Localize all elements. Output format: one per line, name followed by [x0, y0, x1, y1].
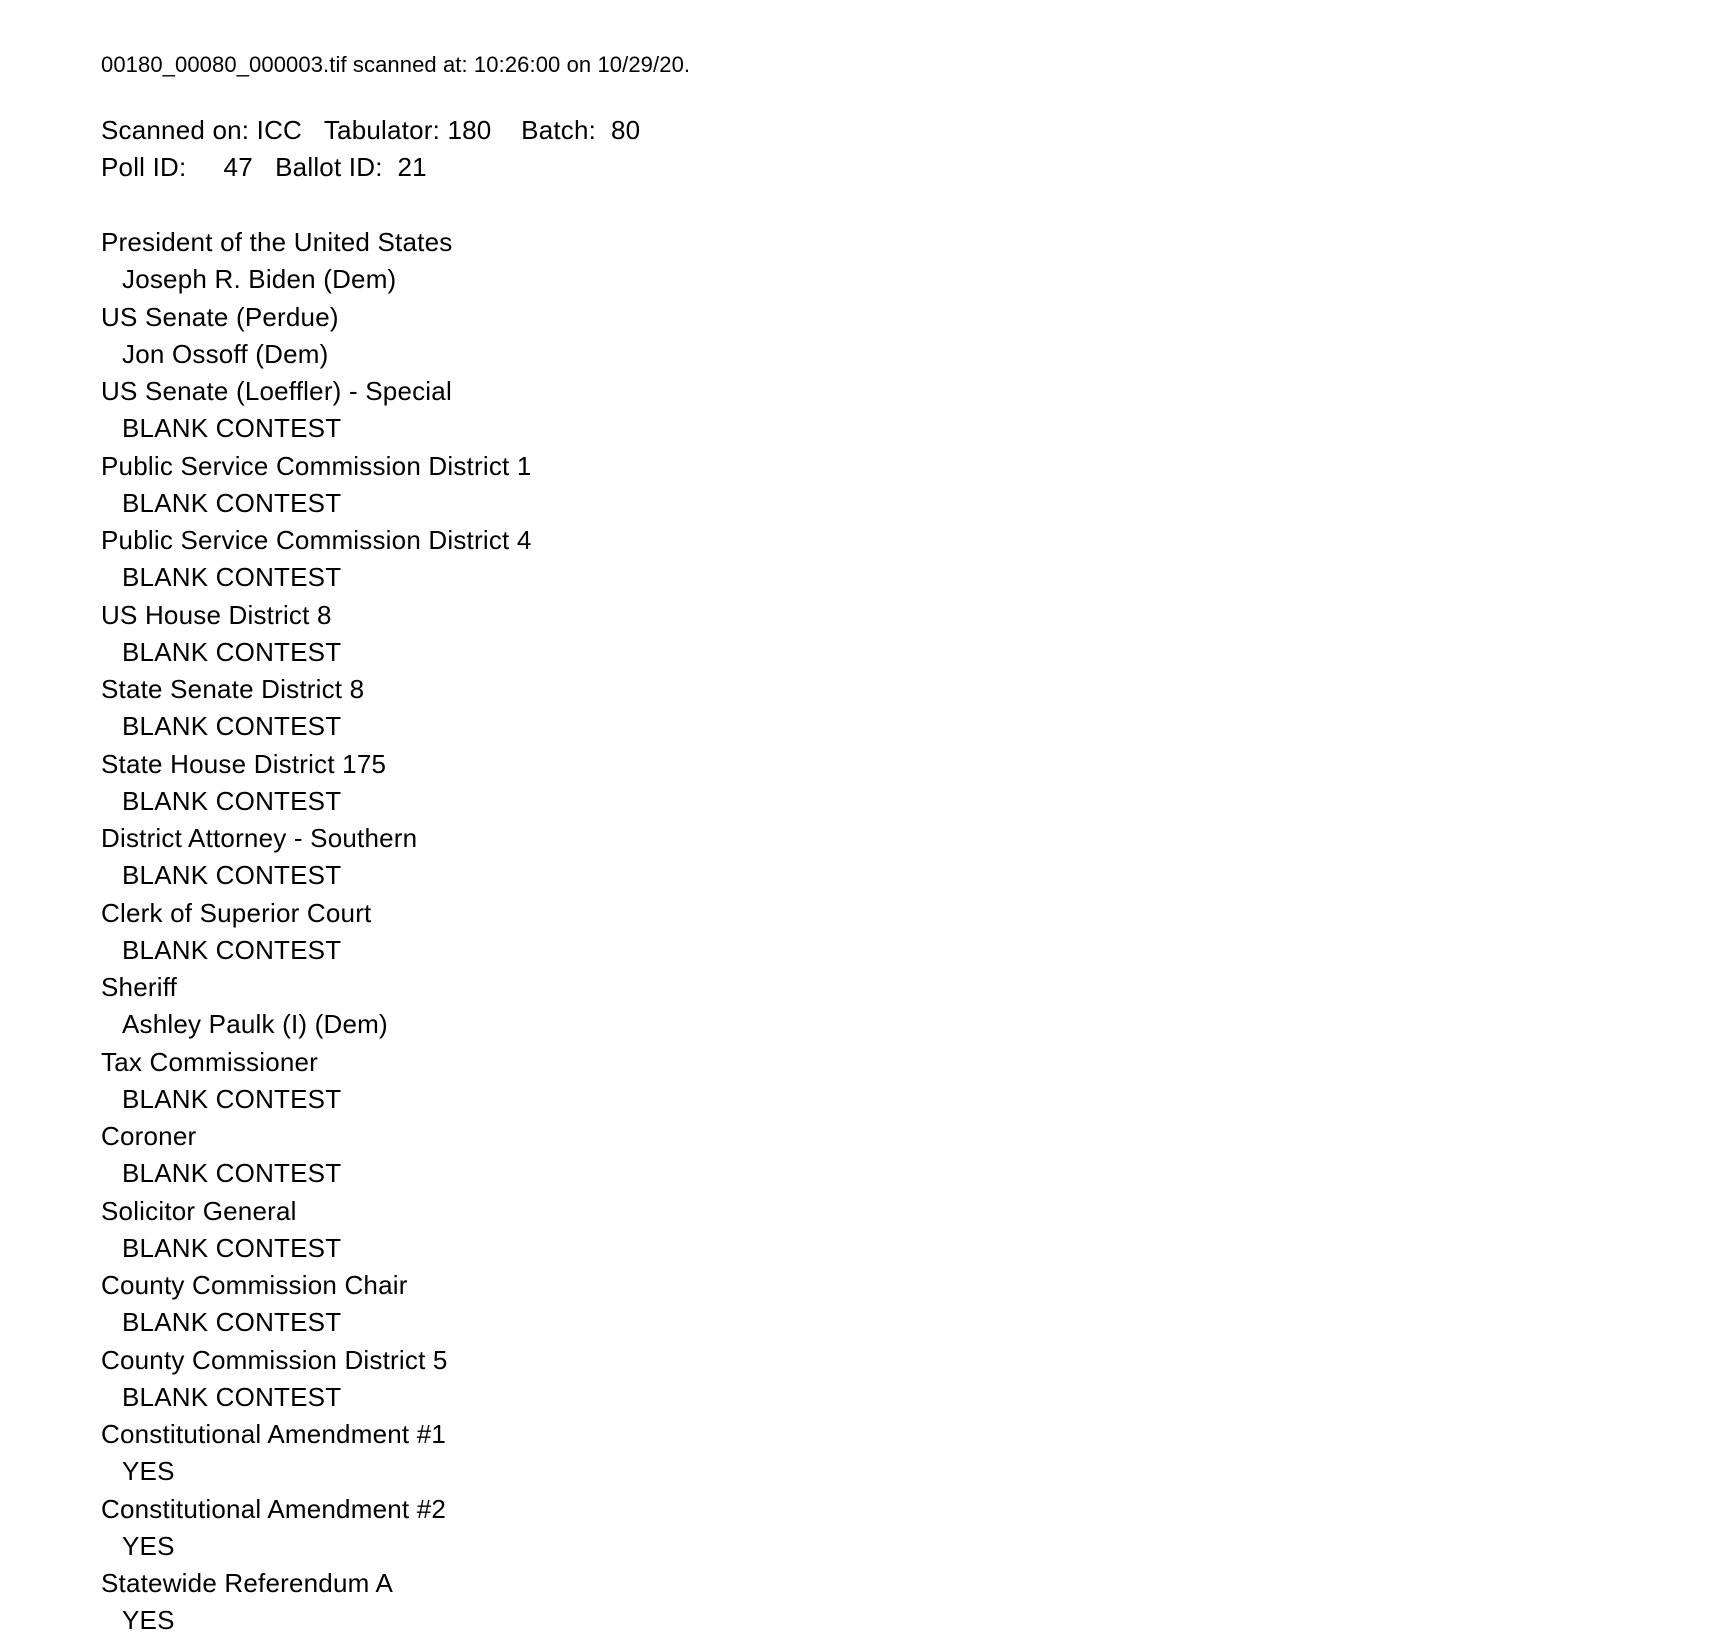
contest-choice: Jon Ossoff (Dem): [122, 338, 329, 369]
contest-title: County Commission Chair: [101, 1270, 408, 1300]
contest-choice: BLANK CONTEST: [122, 1083, 342, 1114]
contest-title: President of the United States: [101, 227, 453, 257]
contest-choice: BLANK CONTEST: [122, 1158, 342, 1189]
poll-id-value: 47: [223, 152, 253, 182]
contest-choice: BLANK CONTEST: [122, 860, 342, 891]
ballot-metadata: [101, 112, 640, 186]
contest-title: Clerk of Superior Court: [101, 897, 372, 928]
contest-choice: BLANK CONTEST: [122, 1381, 342, 1412]
contest-title: Sheriff: [101, 972, 178, 1002]
contest-title: Public Service Commission District 1: [101, 450, 532, 481]
contest-title: Constitutional Amendment #2: [101, 1493, 447, 1524]
poll-id-label: Poll ID:: [101, 152, 187, 182]
contest-title: State House District 175: [101, 748, 387, 779]
tabulator-value: 180: [447, 115, 492, 145]
tabulator-label: Tabulator:: [323, 115, 441, 145]
contest-title: County Commission District 5: [101, 1344, 448, 1375]
contest-title: Coroner: [101, 1121, 197, 1151]
scan-header: 00180_00080_000003.tif scanned at: 10:26:00 on 10/29/20.: [101, 52, 691, 77]
contest-choice: YES: [122, 1456, 175, 1487]
contest-title: US Senate (Perdue): [101, 301, 339, 332]
contest-choice: BLANK CONTEST: [122, 487, 342, 518]
contest-choice: BLANK CONTEST: [122, 562, 342, 593]
contest-title: District Attorney - Southern: [101, 823, 418, 853]
batch-label: Batch:: [521, 115, 597, 145]
contest-choice: BLANK CONTEST: [122, 711, 342, 742]
contest-title: Public Service Commission District 4: [101, 525, 532, 555]
contest-choice: BLANK CONTEST: [122, 636, 342, 667]
ballot-id-value: 21: [397, 152, 427, 182]
contest-choice: YES: [122, 1530, 175, 1561]
scanned-on-value: ICC: [256, 115, 303, 145]
contest-choice: YES: [122, 1605, 175, 1636]
contest-choice: BLANK CONTEST: [122, 1232, 342, 1263]
scan-info-row: [101, 112, 640, 149]
contest-title: Solicitor General: [101, 1195, 297, 1226]
scanned-on-label: Scanned on:: [101, 115, 250, 145]
contest-title: Tax Commissioner: [101, 1046, 319, 1077]
contest-list: [101, 224, 532, 1640]
contest-title: US Senate (Loeffler) - Special: [101, 376, 452, 406]
contest-choice: BLANK CONTEST: [122, 1307, 342, 1338]
contest-choice: BLANK CONTEST: [122, 785, 342, 816]
contest-title: US House District 8: [101, 599, 332, 630]
contest-title: Constitutional Amendment #1: [101, 1419, 447, 1449]
contest-choice: Ashley Paulk (I) (Dem): [122, 1009, 388, 1040]
contest-choice: Joseph R. Biden (Dem): [122, 264, 397, 295]
contest-title: State Senate District 8: [101, 674, 365, 704]
contest-choice: BLANK CONTEST: [122, 934, 342, 965]
contest-title: Statewide Referendum A: [101, 1568, 394, 1598]
batch-value: 80: [610, 115, 641, 145]
contest-choice: BLANK CONTEST: [122, 413, 342, 444]
ballot-id-label: Ballot ID:: [275, 152, 383, 182]
ballot-info-row: [101, 149, 640, 186]
